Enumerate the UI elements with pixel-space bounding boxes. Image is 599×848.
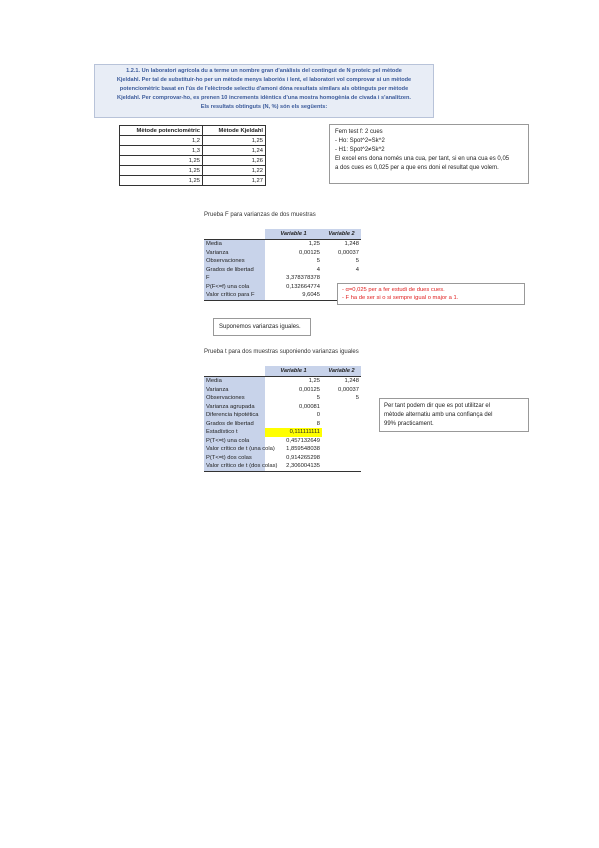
table-cell: 9,6045 [265, 291, 322, 300]
note-line: - Ho: Spot^2=Sk^2 [335, 138, 385, 144]
table-cell [322, 454, 361, 463]
table-row [204, 462, 361, 471]
table-cell: 1,25 [120, 176, 203, 186]
ftest-header-row [204, 229, 361, 240]
row-label: Diferencia hipotética [204, 411, 265, 420]
row-label: Valor crítico para F [204, 291, 265, 300]
row-label: Valor crítico de t (una cola) [206, 446, 275, 453]
table-cell: 8 [316, 420, 320, 427]
table-cell: 1,25 [120, 166, 203, 176]
table-cell [322, 445, 361, 454]
row-label: Observaciones [204, 394, 265, 403]
conclusion-note [379, 398, 529, 432]
note-line: mètode alternatiu amb una confiança del [384, 412, 493, 418]
table-cell: 1,27 [203, 176, 266, 186]
problem-line-5: Els resultats obtinguts (N, %) són els següents: [200, 104, 328, 110]
table-cell [322, 274, 361, 283]
table-row [204, 403, 361, 412]
table-row [120, 146, 266, 156]
problem-line-4: Kjeldahl. Per comprovar-ho, es prenen 10 increments idèntics d'una mostra homogènia de civada i s'analitzen. [117, 95, 411, 101]
ftest-title: Prueba F para varianzas de dos muestras [204, 212, 316, 218]
table-row [204, 420, 361, 429]
table-cell: 5 [316, 258, 320, 265]
table-row [204, 428, 361, 437]
column-header: Mètode Kjeldahl [203, 126, 266, 136]
problem-line-2: Kjeldahl. Per tal de substituir-ho per un mètode menys laboriós i lent, el laboratori vol comprovar si un mètode [116, 77, 412, 83]
table-cell: 4 [355, 266, 359, 273]
table-cell: 1,25 [308, 378, 320, 385]
table-cell: 1,26 [203, 156, 266, 166]
table-cell: 1,22 [203, 166, 266, 176]
table-cell: 1,859548038 [286, 446, 320, 453]
note-line: a dos cues es 0,025 per a que ens doni el resultat que volem. [335, 165, 499, 171]
table-cell: 1,3 [120, 146, 203, 156]
column-header: Variable 2 [322, 366, 361, 377]
column-header: Variable 2 [322, 229, 361, 240]
table-cell: 1,248 [344, 378, 359, 385]
problem-statement [94, 64, 434, 118]
table-cell: 0,00081 [299, 403, 320, 410]
note-line: - H1: Spot^2≠Sk^2 [335, 147, 385, 153]
ttest-header-row [204, 366, 361, 377]
table-cell: 2,306004135 [265, 462, 322, 471]
table-cell [322, 462, 361, 471]
table-cell: 1,248 [344, 241, 359, 248]
table-cell: 1,25 [308, 241, 320, 248]
table-row [120, 136, 266, 146]
equal-variances-note: Suponemos varianzas iguales. [213, 318, 311, 336]
ttest-title: Prueba t para dos muestras suponiendo varianzas iguales [204, 349, 359, 355]
ttest-table [204, 366, 361, 472]
column-header: Mètode potenciomètric [120, 126, 203, 136]
table-cell: 1,25 [120, 156, 203, 166]
table-cell: 0,132664774 [286, 283, 320, 290]
table-cell: 4 [316, 266, 320, 273]
empty-header [204, 366, 265, 377]
note-line: Per tant podem dir que es pot utilitzar el [384, 403, 491, 409]
table-row [204, 445, 361, 454]
table-cell: 5 [355, 258, 359, 265]
table-row [204, 411, 361, 420]
row-label: Grados de libertad [204, 266, 265, 275]
table-row [204, 257, 361, 266]
empty-header [204, 229, 265, 240]
note-line: - α=0,025 per a fer estudi de dues cues. [342, 287, 445, 293]
row-label: Observaciones [204, 257, 265, 266]
table-cell [322, 428, 361, 437]
row-label: Grados de libertad [204, 420, 265, 429]
note-line: Fem test f: 2 cues [335, 129, 383, 135]
note-line: - F ha de ser si o si sempre igual o major a 1. [342, 295, 459, 301]
table-row [120, 166, 266, 176]
table-cell: 5 [316, 395, 320, 402]
table-cell: 0,00125 [299, 249, 320, 256]
table-cell: 0 [316, 412, 320, 419]
row-label: Varianza [204, 249, 265, 258]
row-label: Valor crítico de t (dos colas) [206, 463, 278, 470]
row-label: Media [204, 377, 265, 386]
table-row [120, 176, 266, 186]
table-cell: 1,25 [203, 136, 266, 146]
table-cell: 5 [355, 395, 359, 402]
problem-line-1: 1.2.1. Un laboratori agrícola du a terme un nombre gran d'anàlisis del contingut de N proteic pel mètode [126, 68, 402, 74]
ftest-hypothesis-note [329, 124, 529, 184]
table-cell: 0,457132649 [286, 437, 320, 444]
row-label: P(F<=f) una cola [204, 283, 265, 292]
table-row [204, 386, 361, 395]
table-row [120, 156, 266, 166]
row-label: Varianza agrupada [204, 403, 265, 412]
alpha-note [337, 283, 525, 305]
table-cell: 3,378378378 [286, 275, 320, 282]
table-row [204, 394, 361, 403]
table-cell [322, 411, 361, 420]
note-line: El excel ens dona només una cua, per tant, si en una cua es 0,05 [335, 156, 510, 162]
table-cell: 1,24 [203, 146, 266, 156]
table-row [204, 377, 361, 386]
highlighted-t-statistic: 0,111111111 [265, 428, 322, 437]
table-row [204, 240, 361, 249]
row-label: F [204, 274, 265, 283]
note-line: 99% practicament. [384, 421, 434, 427]
row-label: Varianza [204, 386, 265, 395]
table-cell: 0,00125 [299, 386, 320, 393]
table-row [204, 274, 361, 283]
table-row [204, 249, 361, 258]
column-header: Variable 1 [265, 366, 322, 377]
table-cell: 0,00037 [338, 386, 359, 393]
table-cell [322, 437, 361, 446]
table-header-row [120, 126, 266, 136]
table-cell [322, 420, 361, 429]
table-row [204, 437, 361, 446]
table-cell [322, 403, 361, 412]
table-row [204, 266, 361, 275]
row-label: Media [204, 240, 265, 249]
table-cell: 0,914265298 [286, 454, 320, 461]
data-table [119, 125, 266, 186]
table-cell: 1,2 [120, 136, 203, 146]
row-label: P(T<=t) una cola [204, 437, 265, 446]
problem-line-3: potenciomètric basat en l'ús de l'elèctrode selectiu d'amoni dóna resultats similars als obtinguts per mètode [119, 86, 409, 92]
table-row [204, 454, 361, 463]
row-label: Estadístico t [204, 428, 265, 437]
row-label: P(T<=t) dos colas [204, 454, 265, 463]
table-cell: 0,00037 [338, 249, 359, 256]
column-header: Variable 1 [265, 229, 322, 240]
